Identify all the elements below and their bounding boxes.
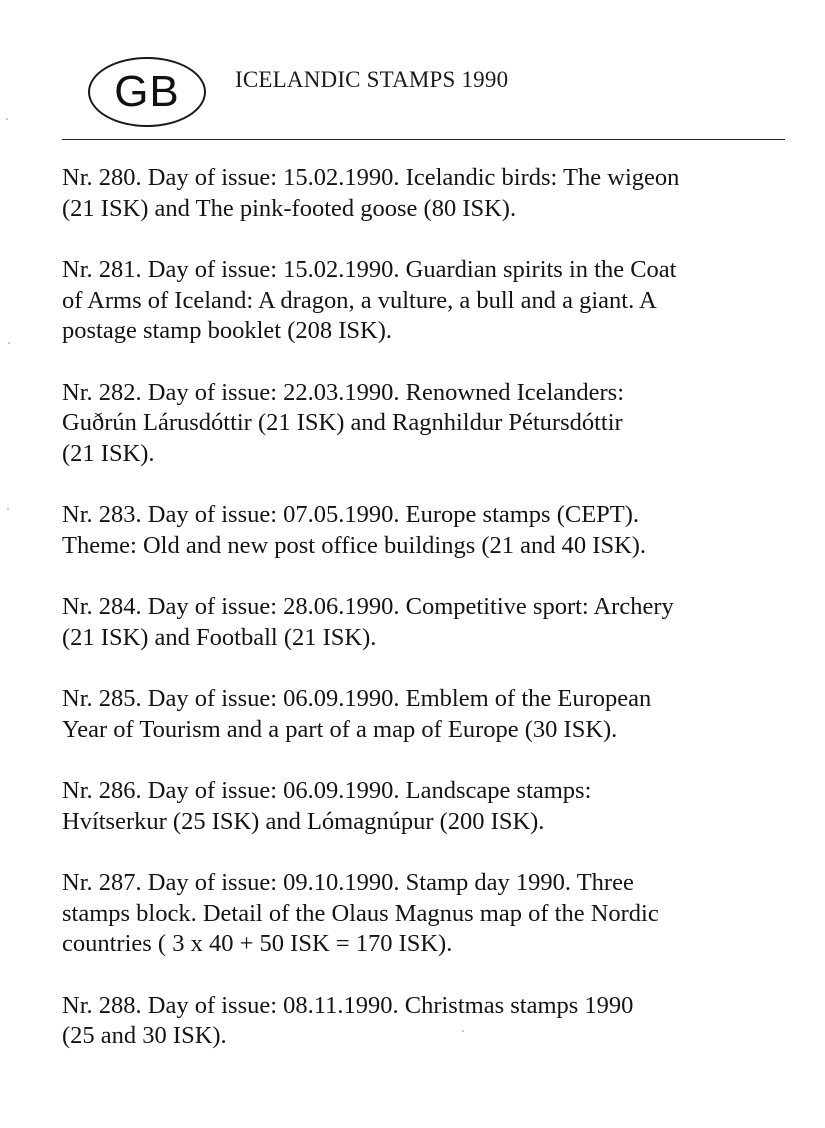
- entry-line: (21 ISK) and The pink-footed goose (80 ISK).: [62, 194, 517, 222]
- entry-line: of Arms of Iceland: A dragon, a vulture, a bull and a giant. A: [62, 286, 657, 314]
- entry-line: stamps block. Detail of the Olaus Magnus map of the Nordic: [62, 899, 659, 927]
- entry-line: Nr. 283. Day of issue: 07.05.1990. Europe stamps (CEPT).: [62, 501, 640, 528]
- entry-line: Theme: Old and new post office buildings (21 and 40 ISK).: [62, 531, 647, 559]
- entry-line: Nr. 286. Day of issue: 06.09.1990. Landscape stamps:: [62, 777, 592, 804]
- stamp-entry-288: [62, 991, 802, 1052]
- stamp-entry-281: [62, 255, 802, 347]
- entry-line: (21 ISK).: [62, 439, 155, 467]
- stamp-entry-283: [62, 500, 802, 561]
- page-header: [0, 0, 825, 145]
- scan-speck: [7, 508, 9, 510]
- entry-line: countries ( 3 x 40 + 50 ISK = 170 ISK).: [62, 930, 453, 957]
- entry-line: Nr. 280. Day of issue: 15.02.1990. Icelandic birds: The wigeon: [62, 164, 680, 191]
- stamp-issue-list: [62, 163, 802, 1083]
- entry-line: postage stamp booklet (208 ISK).: [62, 317, 393, 344]
- entry-line: Nr. 284. Day of issue: 28.06.1990. Competitive sport: Archery: [62, 593, 674, 620]
- stamp-entry-285: [62, 684, 802, 745]
- stamp-entry-286: [62, 776, 802, 837]
- entry-line: Nr. 288. Day of issue: 08.11.1990. Christmas stamps 1990: [62, 991, 634, 1019]
- scan-speck: [6, 118, 8, 120]
- gb-country-badge: GB: [88, 57, 206, 127]
- header-divider: [62, 139, 785, 140]
- entry-line: Nr. 285. Day of issue: 06.09.1990. Emblem of the European: [62, 685, 652, 712]
- entry-line: Hvítserkur (25 ISK) and Lómagnúpur (200 ISK).: [62, 807, 545, 835]
- entry-line: (25 and 30 ISK).: [62, 1022, 227, 1049]
- page-title: ICELANDIC STAMPS 1990: [235, 67, 509, 92]
- entry-line: Nr. 282. Day of issue: 22.03.1990. Renowned Icelanders:: [62, 378, 625, 406]
- entry-line: Nr. 287. Day of issue: 09.10.1990. Stamp day 1990. Three: [62, 869, 634, 896]
- entry-line: Year of Tourism and a part of a map of Europe (30 ISK).: [62, 715, 618, 743]
- stamp-entry-282: [62, 378, 802, 470]
- entry-line: (21 ISK) and Football (21 ISK).: [62, 623, 377, 651]
- stamp-entry-280: [62, 163, 802, 224]
- scan-speck: [462, 1030, 464, 1032]
- scan-speck: [8, 342, 10, 344]
- entry-line: Guðrún Lárusdóttir (21 ISK) and Ragnhildur Pétursdóttir: [62, 409, 623, 436]
- entry-line: Nr. 281. Day of issue: 15.02.1990. Guardian spirits in the Coat: [62, 256, 677, 283]
- stamp-entry-287: [62, 868, 802, 960]
- stamp-entry-284: [62, 592, 802, 653]
